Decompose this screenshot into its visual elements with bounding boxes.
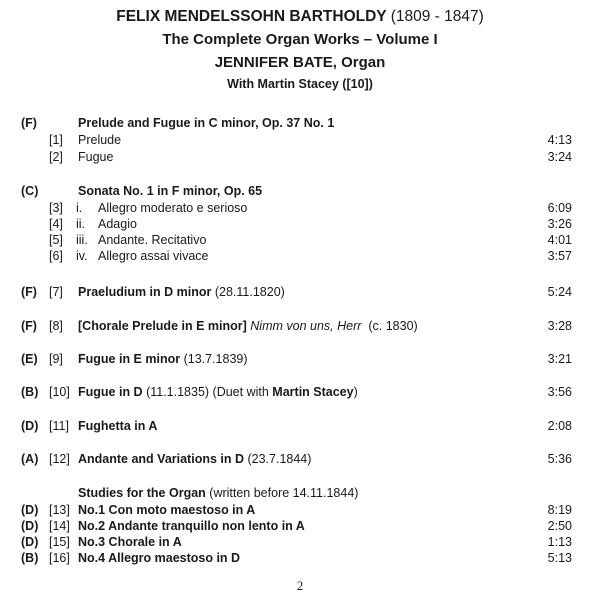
work-date: (13.7.1839) <box>183 352 248 366</box>
work-row <box>0 285 600 301</box>
track-row <box>0 150 600 166</box>
track-number: [11] <box>49 419 69 433</box>
track-duration: 6:09 <box>547 201 572 215</box>
track-row <box>0 519 600 535</box>
track-duration: 5:13 <box>547 551 572 565</box>
track-title: Adagio <box>98 217 137 231</box>
work-title: Studies for the Organ <box>78 486 206 500</box>
work-title: Sonata No. 1 in F minor, Op. 65 <box>78 184 263 198</box>
track-number: [6] <box>49 249 63 263</box>
track-row <box>0 233 600 249</box>
track-number: [8] <box>49 319 63 333</box>
track-number: [2] <box>49 150 63 164</box>
album-title: The Complete Organ Works – Volume I <box>162 31 438 48</box>
track-number: [7] <box>49 285 63 299</box>
work-heading <box>0 184 600 200</box>
work-heading <box>0 116 600 132</box>
work-title: Fugue in E minor <box>78 352 181 366</box>
work-row <box>0 319 600 335</box>
track-number: [13] <box>49 503 70 517</box>
work-key: (C) <box>21 184 39 198</box>
track-row <box>0 201 600 217</box>
work-key: (F) <box>21 319 37 333</box>
work-key: (D) <box>21 535 39 549</box>
track-title: Prelude <box>78 133 122 147</box>
track-duration: 3:56 <box>547 385 572 399</box>
work-key: (A) <box>21 452 39 466</box>
page-number: 2 <box>296 578 304 593</box>
composer-dates: (1809 - 1847) <box>390 8 484 25</box>
work-key: (E) <box>21 352 38 366</box>
track-title: No.1 Con moto maestoso in A <box>78 503 256 517</box>
track-title: Allegro assai vivace <box>98 249 209 263</box>
closing-paren: ) <box>353 385 358 399</box>
work-date: (23.7.1844) <box>247 452 312 466</box>
work-key: (F) <box>21 116 37 130</box>
track-duration: 8:19 <box>547 503 572 517</box>
work-row <box>0 419 600 435</box>
work-key: (B) <box>21 551 39 565</box>
movement-number: i. <box>76 201 83 215</box>
work-key: (D) <box>21 519 39 533</box>
work-subtitle: Nimm von uns, Herr <box>250 319 362 333</box>
track-title: No.3 Chorale in A <box>78 535 182 549</box>
work-heading <box>0 486 600 502</box>
track-title: No.2 Andante tranquillo non lento in A <box>78 519 305 533</box>
track-title: No.4 Allegro maestoso in D <box>78 551 241 565</box>
work-date: (28.11.1820) <box>214 285 285 299</box>
work-title: [Chorale Prelude in E minor] <box>78 319 247 333</box>
track-duration: 3:21 <box>547 352 572 366</box>
work-title: Fughetta in A <box>78 419 158 433</box>
track-duration: 5:24 <box>547 285 572 299</box>
track-number: [9] <box>49 352 63 366</box>
track-number: [14] <box>49 519 70 533</box>
track-duration: 4:01 <box>547 233 572 247</box>
work-row <box>0 385 600 401</box>
track-number: [10] <box>49 385 70 399</box>
track-duration: 3:57 <box>547 249 572 263</box>
work-title: Andante and Variations in D <box>78 452 244 466</box>
work-date: (written before 14.11.1844) <box>209 486 359 500</box>
track-number: [1] <box>49 133 63 147</box>
track-number: [3] <box>49 201 63 215</box>
movement-number: ii. <box>76 217 86 231</box>
work-title: Fugue in D <box>78 385 143 399</box>
track-row <box>0 503 600 519</box>
work-title: Praeludium in D minor <box>78 285 212 299</box>
work-key: (F) <box>21 285 37 299</box>
track-title: Allegro moderato e serioso <box>98 201 248 215</box>
work-date: (c. 1830) <box>368 319 418 333</box>
track-duration: 4:13 <box>547 133 572 147</box>
track-row <box>0 551 600 567</box>
work-key: (B) <box>21 385 39 399</box>
track-number: [12] <box>49 452 70 466</box>
guest-performer: With Martin Stacey ([10]) <box>227 77 373 91</box>
track-row <box>0 249 600 265</box>
track-number: [5] <box>49 233 63 247</box>
movement-number: iv. <box>76 249 88 263</box>
composer-name: FELIX MENDELSSOHN BARTHOLDY <box>116 8 387 25</box>
track-duration: 2:08 <box>547 419 572 433</box>
work-key: (D) <box>21 419 39 433</box>
movement-number: iii. <box>76 233 88 247</box>
work-row <box>0 452 600 468</box>
work-date: (11.1.1835) (Duet with <box>146 385 269 399</box>
track-duration: 1:13 <box>547 535 572 549</box>
duet-partner: Martin Stacey <box>272 385 354 399</box>
composer-heading <box>0 8 600 26</box>
track-row <box>0 535 600 551</box>
work-key: (D) <box>21 503 39 517</box>
track-number: [15] <box>49 535 70 549</box>
track-number: [16] <box>49 551 70 565</box>
performer: JENNIFER BATE, Organ <box>214 54 386 71</box>
work-row <box>0 352 600 368</box>
track-number: [4] <box>49 217 63 231</box>
track-row <box>0 217 600 233</box>
track-row <box>0 133 600 149</box>
track-duration: 2:50 <box>547 519 572 533</box>
track-title: Andante. Recitativo <box>98 233 207 247</box>
track-duration: 5:36 <box>547 452 572 466</box>
track-title: Fugue <box>78 150 114 164</box>
track-duration: 3:24 <box>547 150 572 164</box>
track-duration: 3:28 <box>547 319 572 333</box>
work-title: Prelude and Fugue in C minor, Op. 37 No. 1 <box>78 116 335 130</box>
track-duration: 3:26 <box>547 217 572 231</box>
